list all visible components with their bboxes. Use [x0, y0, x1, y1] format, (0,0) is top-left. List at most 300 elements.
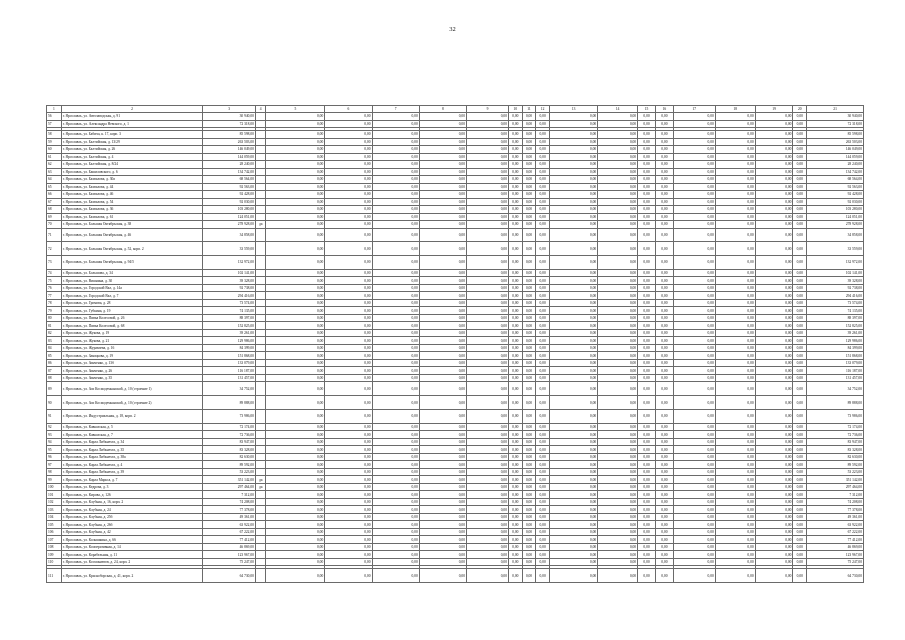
address-cell: г. Ярославль, ул. Карла Либкнехта, д. 4 [61, 461, 203, 469]
amount-cell: 0,00 [266, 120, 325, 128]
amount-cell: 0,00 [325, 284, 372, 292]
amount-cell: 0,00 [673, 513, 715, 521]
row-total-cell: 102 141,00 [807, 269, 864, 277]
amount-cell: 0,00 [419, 352, 466, 360]
amount-cell: 0,00 [509, 352, 523, 360]
amount-cell: 0,00 [266, 344, 325, 352]
amount-cell: 0,00 [509, 536, 523, 544]
amount-cell: 0,00 [673, 423, 715, 431]
amount-cell: 0,00 [598, 409, 638, 423]
amount-cell: 0,00 [372, 138, 419, 146]
row-total-cell: 39 328,00 [807, 277, 864, 285]
amount-cell: 0,00 [549, 468, 597, 476]
table-row [47, 242, 864, 256]
flag-cell [255, 374, 266, 382]
table-row [47, 382, 864, 396]
amount-cell: 0,00 [793, 506, 807, 514]
amount-cell: 0,00 [266, 446, 325, 454]
amount-cell: 0,00 [467, 161, 509, 169]
amount-cell: 0,00 [793, 431, 807, 439]
amount-cell: 0,00 [536, 453, 550, 461]
row-number: 57 [47, 120, 62, 128]
column-header-19: 19 [755, 106, 793, 113]
amount-cell: 0,00 [655, 221, 673, 229]
amount-cell: 0,00 [509, 168, 523, 176]
amount-cell: 0,00 [638, 558, 656, 566]
total-cost-cell: 73 574,00 [203, 299, 256, 307]
amount-cell: 0,00 [419, 120, 466, 128]
amount-cell: 0,00 [655, 498, 673, 506]
amount-cell: 0,00 [755, 221, 793, 229]
amount-cell: 0,00 [467, 506, 509, 514]
amount-cell: 0,00 [419, 277, 466, 285]
amount-cell: 0,00 [509, 476, 523, 484]
amount-cell: 0,00 [755, 176, 793, 184]
amount-cell: 0,00 [372, 277, 419, 285]
row-number: 99 [47, 476, 62, 484]
amount-cell: 0,00 [549, 138, 597, 146]
amount-cell: 0,00 [536, 329, 550, 337]
amount-cell: 0,00 [715, 491, 755, 499]
flag-cell [255, 367, 266, 375]
flag-cell [255, 438, 266, 446]
flag-cell [255, 299, 266, 307]
row-number: 56 [47, 113, 62, 121]
amount-cell: 0,00 [325, 131, 372, 139]
amount-cell: 0,00 [372, 569, 419, 583]
amount-cell: 0,00 [638, 536, 656, 544]
amount-cell: 0,00 [536, 221, 550, 229]
column-header-10: 10 [509, 106, 523, 113]
total-cost-cell: 85 598,00 [203, 131, 256, 139]
row-total-cell: 77 378,00 [807, 506, 864, 514]
table-row [47, 146, 864, 154]
column-header-16: 16 [655, 106, 673, 113]
table-row [47, 558, 864, 566]
amount-cell: 0,00 [522, 367, 536, 375]
amount-cell: 0,00 [522, 558, 536, 566]
amount-cell: 0,00 [638, 277, 656, 285]
amount-cell: 0,00 [522, 183, 536, 191]
amount-cell: 0,00 [467, 198, 509, 206]
amount-cell: 0,00 [598, 423, 638, 431]
row-number: 84 [47, 344, 62, 352]
table-row [47, 344, 864, 352]
amount-cell: 0,00 [372, 329, 419, 337]
amount-cell: 0,00 [755, 337, 793, 345]
row-total-cell: 74 208,00 [807, 498, 864, 506]
amount-cell: 0,00 [638, 113, 656, 121]
total-cost-cell: 151 868,00 [203, 352, 256, 360]
amount-cell: 0,00 [419, 337, 466, 345]
amount-cell: 0,00 [638, 446, 656, 454]
address-cell: г. Ярославль, ул. Вишнина, д. 30 [61, 277, 203, 285]
amount-cell: 0,00 [673, 359, 715, 367]
amount-cell: 0,00 [793, 277, 807, 285]
amount-cell: 0,00 [673, 206, 715, 214]
address-cell: г. Ярославль, ул. Карла Маркса, д. 7 [61, 476, 203, 484]
row-total-cell: 46 869,00 [807, 543, 864, 551]
amount-cell: 0,00 [715, 221, 755, 229]
address-cell: г. Ярославль, ул. Журавлева, д. 16 [61, 344, 203, 352]
total-cost-cell: 297 464,00 [203, 483, 256, 491]
amount-cell: 0,00 [755, 161, 793, 169]
address-cell: г. Ярославль, ул. Большая Октябрьская, д. 52, корп. 2 [61, 242, 203, 256]
column-header-20: 20 [793, 106, 807, 113]
row-total-cell: 89 592,00 [807, 461, 864, 469]
amount-cell: 0,00 [673, 491, 715, 499]
amount-cell: 0,00 [522, 176, 536, 184]
amount-cell: 0,00 [419, 153, 466, 161]
address-cell: г. Ярославль, ул. Клубная, д. 16, корп. 2 [61, 498, 203, 506]
table-row [47, 191, 864, 199]
address-cell: г. Ярославль, ул. Карла Либкнехта, д. 39 [61, 468, 203, 476]
amount-cell: 0,00 [638, 468, 656, 476]
amount-cell: 0,00 [793, 213, 807, 221]
amount-cell: 0,00 [467, 284, 509, 292]
amount-cell: 0,00 [638, 146, 656, 154]
amount-cell: 0,00 [509, 491, 523, 499]
amount-cell: 0,00 [715, 352, 755, 360]
amount-cell: 0,00 [372, 506, 419, 514]
amount-cell: 0,00 [325, 498, 372, 506]
address-cell: г. Ярославль, ул. Закоцкова, д. 19 [61, 352, 203, 360]
amount-cell: 0,00 [419, 409, 466, 423]
amount-cell: 0,00 [673, 468, 715, 476]
amount-cell: 0,00 [655, 446, 673, 454]
amount-cell: 0,00 [372, 409, 419, 423]
amount-cell: 0,00 [536, 569, 550, 583]
amount-cell: 0,00 [655, 431, 673, 439]
flag-cell [255, 168, 266, 176]
amount-cell: 0,00 [755, 461, 793, 469]
amount-cell: 0,00 [755, 322, 793, 330]
flag-cell [255, 176, 266, 184]
amount-cell: 0,00 [325, 206, 372, 214]
amount-cell: 0,00 [467, 528, 509, 536]
amount-cell: 0,00 [755, 446, 793, 454]
amount-cell: 0,00 [549, 498, 597, 506]
amount-cell: 0,00 [325, 569, 372, 583]
amount-cell: 0,00 [715, 396, 755, 410]
amount-cell: 0,00 [598, 491, 638, 499]
table-row [47, 206, 864, 214]
amount-cell: 0,00 [536, 498, 550, 506]
amount-cell: 0,00 [655, 409, 673, 423]
amount-cell: 0,00 [549, 359, 597, 367]
amount-cell: 0,00 [467, 176, 509, 184]
amount-cell: 0,00 [266, 382, 325, 396]
amount-cell: 0,00 [467, 337, 509, 345]
amount-cell: 0,00 [655, 344, 673, 352]
amount-cell: 0,00 [755, 528, 793, 536]
amount-cell: 0,00 [793, 337, 807, 345]
amount-cell: 0,00 [419, 131, 466, 139]
amount-cell: 0,00 [655, 536, 673, 544]
amount-cell: 0,00 [467, 491, 509, 499]
amount-cell: 0,00 [419, 228, 466, 242]
amount-cell: 0,00 [467, 569, 509, 583]
amount-cell: 0,00 [673, 168, 715, 176]
amount-cell: 0,00 [715, 551, 755, 559]
amount-cell: 0,00 [549, 213, 597, 221]
amount-cell: 0,00 [325, 528, 372, 536]
row-total-cell: 152 825,00 [807, 322, 864, 330]
table-row [47, 198, 864, 206]
amount-cell: 0,00 [793, 221, 807, 229]
column-header-2: 2 [61, 106, 203, 113]
amount-cell: 0,00 [793, 352, 807, 360]
row-total-cell: 73 574,00 [807, 299, 864, 307]
amount-cell: 0,00 [509, 374, 523, 382]
amount-cell: 0,00 [536, 131, 550, 139]
amount-cell: 0,00 [467, 431, 509, 439]
row-number: 89 [47, 382, 62, 396]
total-cost-cell: 92 738,00 [203, 284, 256, 292]
amount-cell: 0,00 [793, 344, 807, 352]
address-cell: г. Ярославль, ул. Большая Октябрьская, д. 94/5 [61, 256, 203, 270]
amount-cell: 0,00 [715, 329, 755, 337]
amount-cell: 0,00 [522, 543, 536, 551]
row-number: 67 [47, 198, 62, 206]
amount-cell: 0,00 [372, 438, 419, 446]
amount-cell: 0,00 [793, 374, 807, 382]
amount-cell: 0,00 [509, 183, 523, 191]
amount-cell: 0,00 [598, 277, 638, 285]
total-cost-cell: 39 261,00 [203, 329, 256, 337]
amount-cell: 0,00 [467, 461, 509, 469]
amount-cell: 0,00 [372, 292, 419, 300]
flag-cell [255, 314, 266, 322]
amount-cell: 0,00 [372, 213, 419, 221]
address-cell: г. Ярославль, ул. Городской Вал, д. 14а [61, 284, 203, 292]
amount-cell: 0,00 [655, 551, 673, 559]
amount-cell: 0,00 [266, 256, 325, 270]
amount-cell: 0,00 [673, 453, 715, 461]
amount-cell: 0,00 [598, 221, 638, 229]
amount-cell: 0,00 [325, 176, 372, 184]
total-cost-cell: 351 142,00 [203, 476, 256, 484]
amount-cell: 0,00 [325, 242, 372, 256]
amount-cell: 0,00 [793, 183, 807, 191]
amount-cell: 0,00 [793, 307, 807, 315]
amount-cell: 0,00 [522, 113, 536, 121]
amount-cell: 0,00 [655, 269, 673, 277]
amount-cell: 0,00 [536, 138, 550, 146]
amount-cell: 0,00 [509, 153, 523, 161]
amount-cell: 0,00 [598, 113, 638, 121]
amount-cell: 0,00 [549, 521, 597, 529]
amount-cell: 0,00 [419, 468, 466, 476]
amount-cell: 0,00 [755, 314, 793, 322]
amount-cell: 0,00 [793, 292, 807, 300]
amount-cell: 0,00 [536, 446, 550, 454]
amount-cell: 0,00 [325, 536, 372, 544]
row-number: 107 [47, 536, 62, 544]
amount-cell: 0,00 [638, 476, 656, 484]
amount-cell: 0,00 [673, 337, 715, 345]
amount-cell: 0,00 [793, 551, 807, 559]
amount-cell: 0,00 [755, 513, 793, 521]
amount-cell: 0,00 [325, 183, 372, 191]
row-number: 87 [47, 367, 62, 375]
amount-cell: 0,00 [638, 228, 656, 242]
flag-cell [255, 277, 266, 285]
row-number: 90 [47, 396, 62, 410]
amount-cell: 0,00 [638, 506, 656, 514]
column-header-9: 9 [467, 106, 509, 113]
total-cost-cell: 28 240,00 [203, 161, 256, 169]
amount-cell: 0,00 [655, 476, 673, 484]
amount-cell: 0,00 [419, 206, 466, 214]
row-number: 82 [47, 329, 62, 337]
amount-cell: 0,00 [522, 551, 536, 559]
amount-cell: 0,00 [419, 476, 466, 484]
amount-cell: 0,00 [467, 329, 509, 337]
row-total-cell: 83 947,00 [807, 438, 864, 446]
amount-cell: 0,00 [673, 483, 715, 491]
amount-cell: 0,00 [793, 299, 807, 307]
table-row [47, 292, 864, 300]
amount-cell: 0,00 [266, 506, 325, 514]
row-total-cell: 131 457,00 [807, 374, 864, 382]
amount-cell: 0,00 [549, 491, 597, 499]
amount-cell: 0,00 [266, 221, 325, 229]
table-row [47, 256, 864, 270]
amount-cell: 0,00 [509, 146, 523, 154]
amount-cell: 0,00 [325, 138, 372, 146]
row-number: 92 [47, 423, 62, 431]
amount-cell: 0,00 [655, 206, 673, 214]
flag-cell [255, 498, 266, 506]
amount-cell: 0,00 [598, 352, 638, 360]
table-row [47, 307, 864, 315]
amount-cell: 0,00 [549, 299, 597, 307]
amount-cell: 0,00 [655, 292, 673, 300]
address-cell: г. Ярославль, ул. Кавказская, д. 5 [61, 423, 203, 431]
total-cost-cell: 152 825,00 [203, 322, 256, 330]
amount-cell: 0,00 [509, 359, 523, 367]
amount-cell: 0,00 [598, 120, 638, 128]
amount-cell: 0,00 [598, 374, 638, 382]
amount-cell: 0,00 [673, 569, 715, 583]
amount-cell: 0,00 [419, 256, 466, 270]
total-cost-cell: 278 928,00 [203, 221, 256, 229]
row-total-cell: 297 464,00 [807, 483, 864, 491]
amount-cell: 0,00 [419, 558, 466, 566]
amount-cell: 0,00 [372, 359, 419, 367]
address-cell: г. Ярославль, ул. Колышкина, д. 66 [61, 536, 203, 544]
flag-cell [255, 513, 266, 521]
amount-cell: 0,00 [536, 396, 550, 410]
amount-cell: 0,00 [638, 307, 656, 315]
amount-cell: 0,00 [419, 242, 466, 256]
amount-cell: 0,00 [467, 307, 509, 315]
amount-cell: 0,00 [755, 521, 793, 529]
amount-cell: 0,00 [325, 476, 372, 484]
amount-cell: 0,00 [325, 277, 372, 285]
amount-cell: 0,00 [549, 329, 597, 337]
table-row [47, 277, 864, 285]
amount-cell: 0,00 [793, 228, 807, 242]
amount-cell: 0,00 [522, 314, 536, 322]
amount-cell: 0,00 [467, 396, 509, 410]
amount-cell: 0,00 [509, 198, 523, 206]
row-total-cell: 63 922,00 [807, 521, 864, 529]
table-row [47, 543, 864, 551]
flag-cell [255, 423, 266, 431]
amount-cell: 0,00 [372, 513, 419, 521]
amount-cell: 0,00 [715, 299, 755, 307]
amount-cell: 0,00 [419, 344, 466, 352]
amount-cell: 0,00 [598, 506, 638, 514]
amount-cell: 0,00 [536, 558, 550, 566]
table-row [47, 228, 864, 242]
amount-cell: 0,00 [419, 284, 466, 292]
amount-cell: 0,00 [419, 551, 466, 559]
amount-cell: 0,00 [673, 558, 715, 566]
table-row [47, 498, 864, 506]
amount-cell: 0,00 [715, 213, 755, 221]
amount-cell: 0,00 [536, 506, 550, 514]
amount-cell: 0,00 [715, 176, 755, 184]
amount-cell: 0,00 [755, 277, 793, 285]
amount-cell: 0,00 [549, 476, 597, 484]
amount-cell: 0,00 [325, 431, 372, 439]
amount-cell: 0,00 [325, 468, 372, 476]
flag-cell [255, 322, 266, 330]
amount-cell: 0,00 [715, 284, 755, 292]
amount-cell: 0,00 [467, 269, 509, 277]
amount-cell: 0,00 [536, 513, 550, 521]
row-total-cell: 263 503,00 [807, 138, 864, 146]
amount-cell: 0,00 [467, 314, 509, 322]
amount-cell: 0,00 [638, 431, 656, 439]
amount-cell: 0,00 [372, 269, 419, 277]
amount-cell: 0,00 [266, 198, 325, 206]
amount-cell: 0,00 [372, 299, 419, 307]
table-row [47, 138, 864, 146]
total-cost-cell: 294 416,00 [203, 292, 256, 300]
amount-cell: 0,00 [549, 198, 597, 206]
table-row [47, 528, 864, 536]
row-number: 101 [47, 491, 62, 499]
amount-cell: 0,00 [673, 228, 715, 242]
amount-cell: 0,00 [755, 228, 793, 242]
table-row [47, 438, 864, 446]
amount-cell: 0,00 [372, 396, 419, 410]
amount-cell: 0,00 [755, 198, 793, 206]
row-number: 61 [47, 153, 62, 161]
row-number: 105 [47, 521, 62, 529]
table-row [47, 183, 864, 191]
address-cell: г. Ярославль, ул. Кирова, д. 126 [61, 491, 203, 499]
amount-cell: 0,00 [598, 551, 638, 559]
amount-cell: 0,00 [536, 206, 550, 214]
amount-cell: 0,00 [673, 269, 715, 277]
row-total-cell: 77 412,00 [807, 536, 864, 544]
amount-cell: 0,00 [549, 221, 597, 229]
amount-cell: 0,00 [372, 431, 419, 439]
amount-cell: 0,00 [715, 506, 755, 514]
column-header-5: 5 [266, 106, 325, 113]
amount-cell: 0,00 [536, 438, 550, 446]
amount-cell: 0,00 [598, 307, 638, 315]
amount-cell: 0,00 [419, 438, 466, 446]
amount-cell: 0,00 [673, 543, 715, 551]
amount-cell: 0,00 [372, 476, 419, 484]
amount-cell: 0,00 [655, 491, 673, 499]
